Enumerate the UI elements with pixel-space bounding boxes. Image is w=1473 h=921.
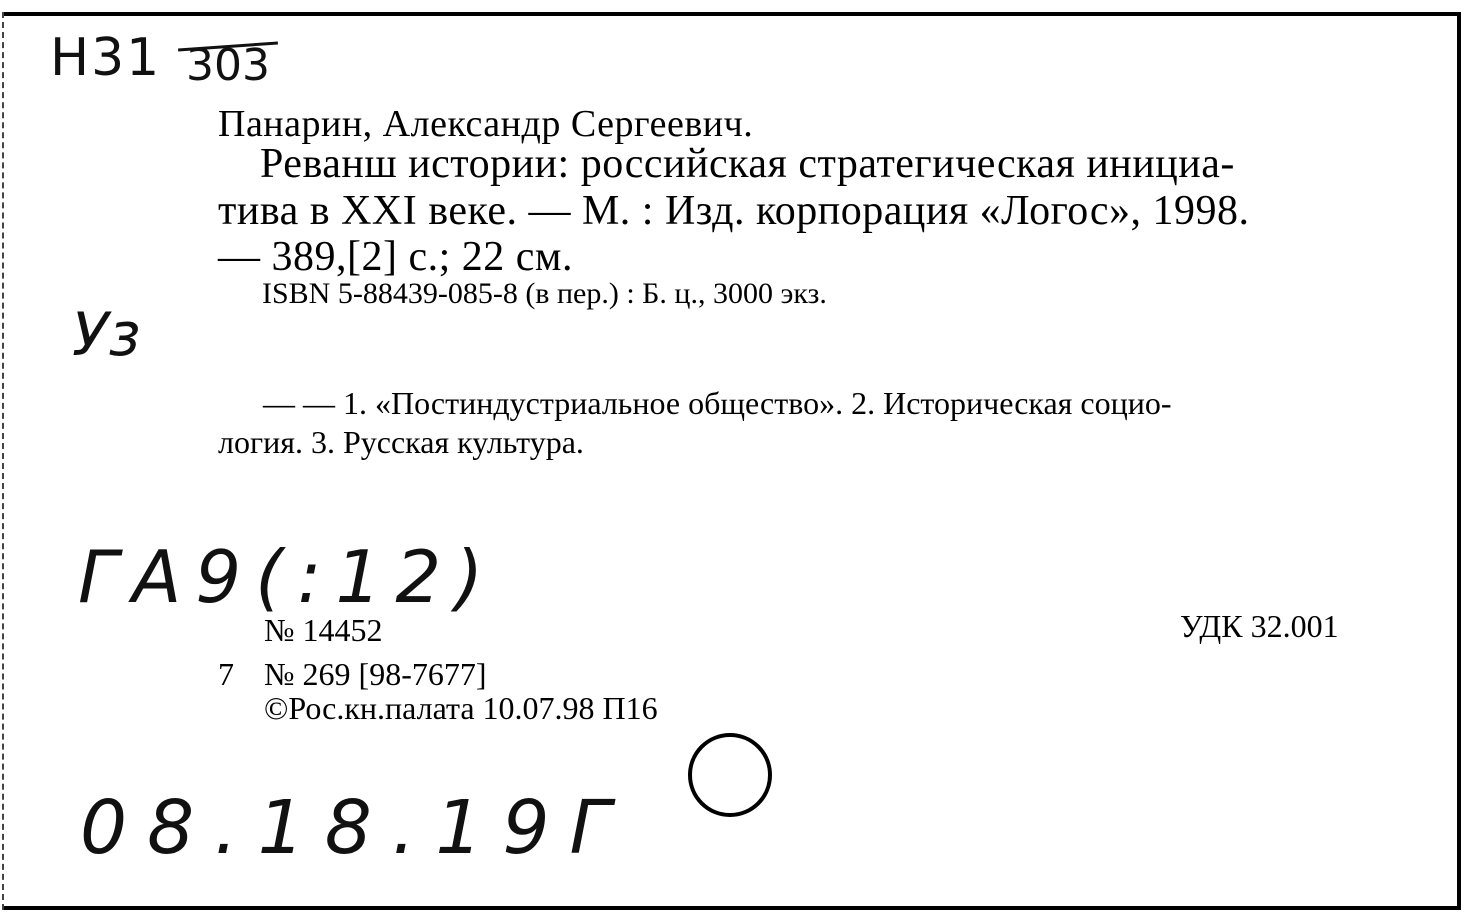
punch-hole-circle — [688, 733, 772, 817]
title-line-1: Реванш истории: российская стратегическая инициа- — [260, 141, 1235, 187]
copyright-line: ©Рос.кн.палата 10.07.98 П16 — [264, 690, 658, 726]
subjects-line-2: логия. 3. Русская культура. — [218, 424, 584, 460]
handwritten-shelf-number: 303 — [186, 40, 270, 91]
card-number: № 14452 — [264, 612, 383, 648]
title-line-3: — 389,[2] с.; 22 см. — [218, 234, 574, 280]
handwritten-mark-ga: ГА9(:12) — [78, 535, 498, 619]
handwritten-mark-uz: Уз — [72, 300, 141, 370]
subjects-line-1: — — 1. «Постиндустриальное общество». 2. Историческая социо- — [263, 385, 1172, 421]
handwritten-shelf-code: Н31 — [50, 28, 162, 88]
sequence-number: № 269 [98-7677] — [264, 656, 487, 692]
title-line-2: тива в XXI веке. — М. : Изд. корпорация «Логос», 1998. — [218, 188, 1250, 234]
isbn-line: ISBN 5-88439-085-8 (в пер.) : Б. ц., 3000 экз. — [262, 277, 827, 310]
author-heading: Панарин, Александр Сергеевич. — [218, 103, 754, 145]
card-left-edge — [2, 12, 4, 910]
sequence-prefix: 7 — [218, 656, 234, 692]
udc-code: УДК 32.001 — [1180, 608, 1339, 644]
handwritten-date: 08.18.19Г — [80, 785, 631, 871]
